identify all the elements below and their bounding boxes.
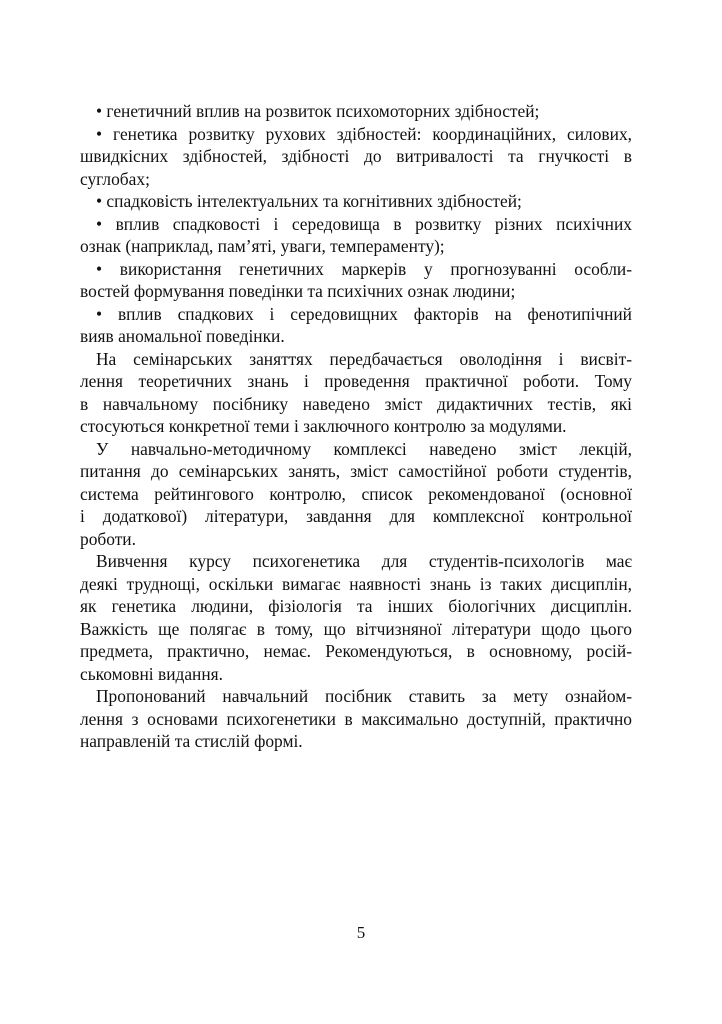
paragraph <box>80 348 632 438</box>
bullet-item <box>80 213 632 258</box>
text-line: як генетика людини, фізіологія та інших біологічних дисциплін. <box>80 596 632 616</box>
text-line: • вплив спадкових і середовищних факторів на фенотипічний <box>96 303 632 324</box>
text-line: в навчальному посібнику наведено зміст дидактичних тестів, які <box>80 393 632 414</box>
text-line: система рейтингового контролю, список рекомендованої (основної <box>80 483 632 504</box>
text-line: На семінарських заняттях передбачається оволодіння і висвіт- <box>96 348 632 369</box>
text-line: У навчально-методичному комплексі наведено зміст лекцій, <box>96 438 632 459</box>
text-line: Важкість ще полягає в тому, що вітчизняної літератури щодо цього <box>80 618 632 639</box>
text-line: лення з основами психогенетики в максимально доступній, практично <box>80 708 632 729</box>
paragraph <box>80 550 632 685</box>
paragraph <box>80 685 632 753</box>
bullet-item <box>80 190 632 213</box>
text-line: • використання генетичних маркерів у прогнозуванні особли- <box>96 258 632 279</box>
text-line: направленій та стислій формі. <box>80 731 303 751</box>
text-line: вияв аномальної поведінки. <box>80 326 285 346</box>
text-line: роботи. <box>80 528 136 549</box>
text-line: предмета, практично, немає. Рекомендуються, в основному, росій- <box>80 641 632 661</box>
text-line: • генетичний вплив на розвиток психомоторних здібностей; <box>96 101 540 121</box>
paragraph <box>80 438 632 551</box>
text-line: • генетика розвитку рухових здібностей: координаційних, силових, <box>96 123 632 144</box>
bullet-item <box>80 100 632 123</box>
text-line: стосуються конкретної теми і заключного контролю за модулями. <box>80 416 567 436</box>
bullet-item <box>80 303 632 348</box>
page-number: 5 <box>356 923 366 942</box>
bullet-item <box>80 123 632 191</box>
text-line: і додаткової) літератури, завдання для комплексної контрольної <box>80 506 632 526</box>
text-line: Пропонований навчальний посібник ставить за мету ознайом- <box>96 686 632 706</box>
text-line: швидкісних здібностей, здібності до витривалості та гнучкості в <box>80 146 632 166</box>
text-line: ськомовні видання. <box>80 663 224 684</box>
text-line: ознак (наприклад, пам’яті, уваги, темпераменту); <box>80 236 445 256</box>
text-line: Вивчення курсу психогенетика для студентів-психологів має <box>96 551 632 571</box>
text-line: • вплив спадковості і середовища в розвитку різних психічних <box>96 213 632 234</box>
text-line: востей формування поведінки та психічних ознак людини; <box>80 281 516 301</box>
body-text <box>80 100 632 753</box>
text-line: суглобах; <box>80 168 150 189</box>
text-line: деякі труднощі, оскільки вимагає наявності знань із таких дисциплін, <box>80 573 632 594</box>
text-line: лення теоретичних знань і проведення практичної роботи. Тому <box>80 371 632 391</box>
text-line: • спадковість інтелектуальних та когнітивних здібностей; <box>96 191 522 211</box>
bullet-item <box>80 258 632 303</box>
text-line: питання до семінарських занять, зміст самостійної роботи студентів, <box>80 461 632 481</box>
